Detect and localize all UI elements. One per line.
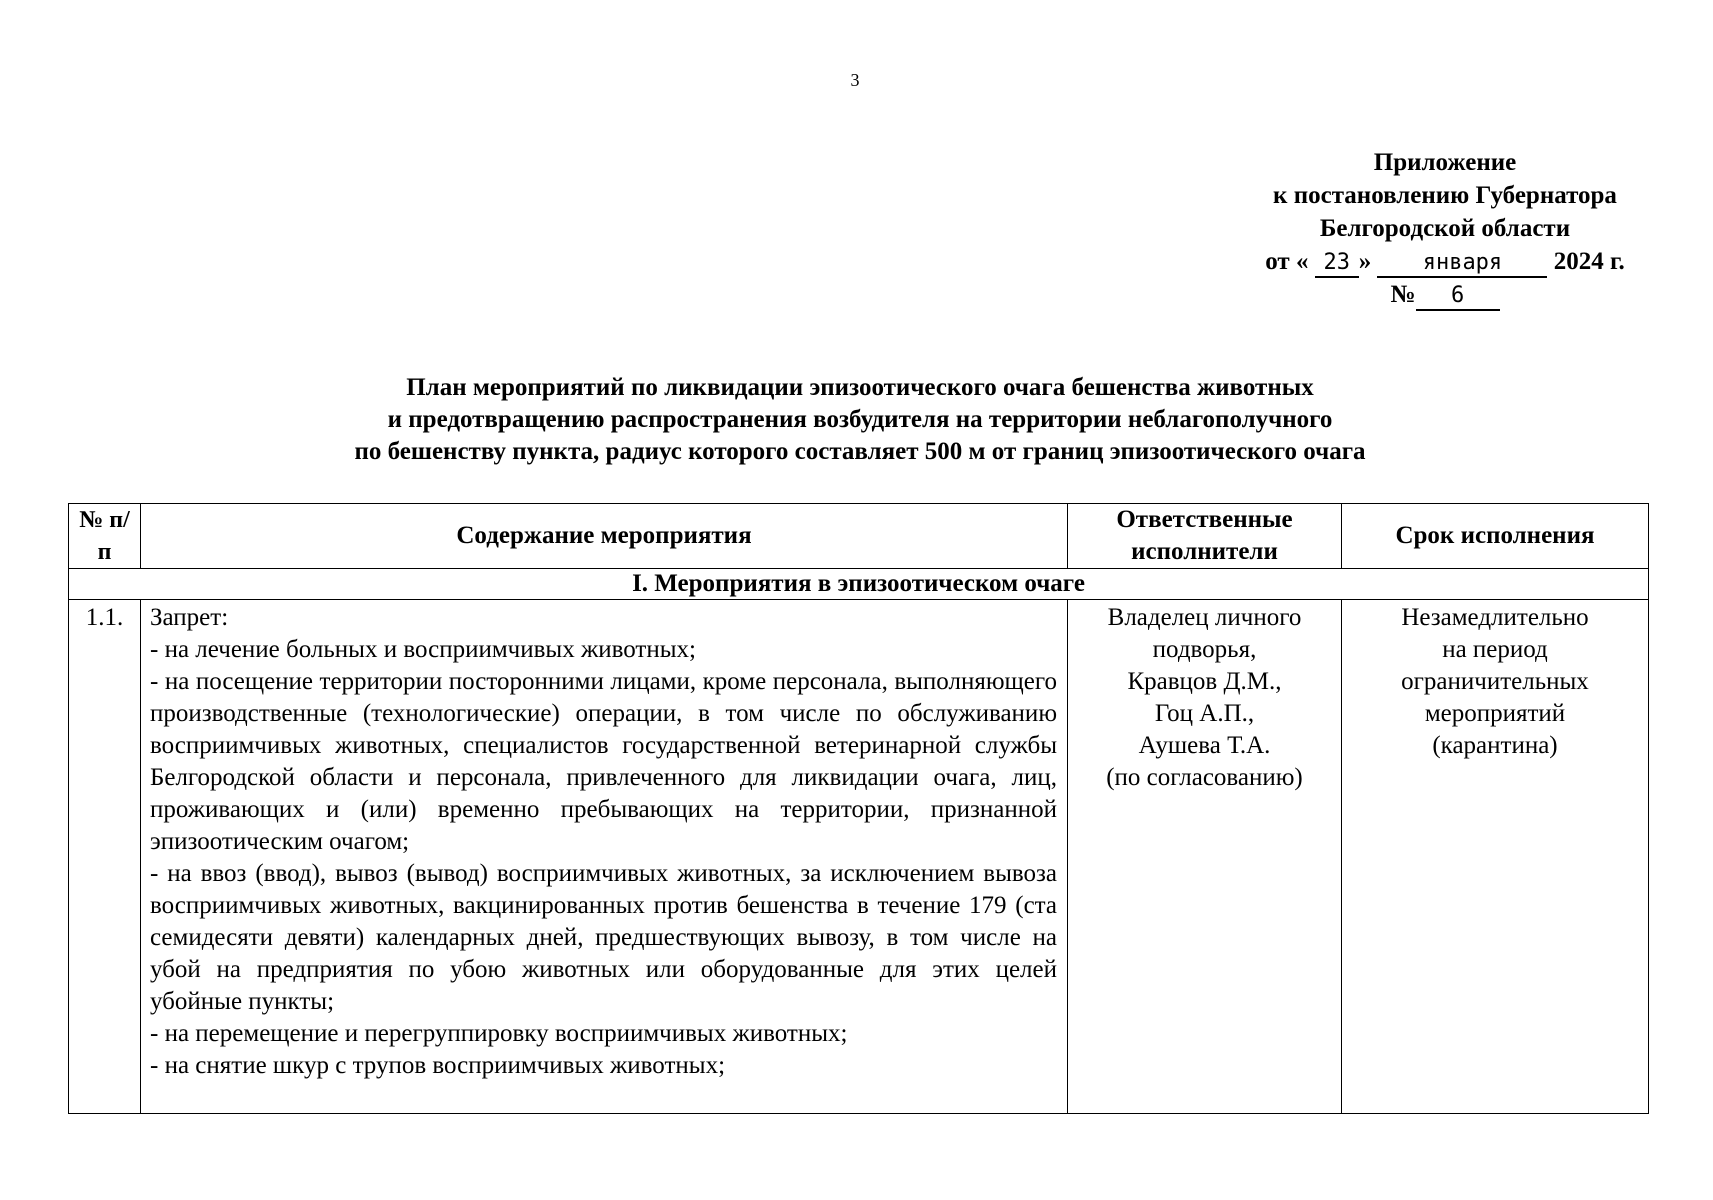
appendix-date bbox=[1195, 245, 1695, 278]
responsible-line: Кравцов Д.М., bbox=[1127, 668, 1282, 695]
row-responsible bbox=[1068, 600, 1342, 1114]
appendix-region: Белгородской области bbox=[1319, 215, 1571, 242]
section-title: I. Мероприятия в эпизоотическом очаге bbox=[69, 569, 1649, 600]
row-number: 1.1. bbox=[69, 600, 141, 1114]
content-item: - на ввоз (ввод), вывоз (вывод) восприимчивых животных, за исключением вывоза восприимчивых животных, вакцинированных против бешенства в течение 179 (ста семидесяти девяти) календарных дней, предшествующих вывозу, в том числе на убой на предприятия по убою животных или оборудованные для этих целей убойные пункты; bbox=[150, 860, 1057, 1015]
row-deadline bbox=[1342, 600, 1649, 1114]
deadline-line: ограничительных bbox=[1401, 668, 1589, 695]
table-header-row bbox=[69, 504, 1649, 569]
content-item: - на лечение больных и восприимчивых животных; bbox=[150, 636, 696, 663]
table-row bbox=[69, 600, 1649, 1114]
responsible-line: Владелец личного bbox=[1107, 604, 1302, 631]
content-item: - на перемещение и перегруппировку восприимчивых животных; bbox=[150, 1020, 848, 1047]
appendix-number bbox=[1195, 278, 1695, 311]
date-year: 2024 г. bbox=[1553, 248, 1625, 275]
section-row bbox=[69, 569, 1649, 600]
content-item: Запрет: bbox=[150, 604, 229, 631]
number-value: 6 bbox=[1416, 283, 1500, 311]
page-number: 3 bbox=[850, 70, 860, 90]
document-title bbox=[200, 372, 1520, 468]
responsible-line: Аушева Т.А. bbox=[1138, 732, 1271, 759]
content-item: - на снятие шкур с трупов восприимчивых животных; bbox=[150, 1052, 726, 1079]
number-label: № bbox=[1390, 281, 1416, 308]
header-responsible: Ответственные исполнители bbox=[1068, 504, 1342, 569]
date-month: января bbox=[1377, 250, 1547, 278]
title-line-3: по бешенству пункта, радиус которого составляет 500 м от границ эпизоотического очага bbox=[354, 438, 1366, 465]
date-mid: » bbox=[1358, 248, 1372, 275]
header-deadline: Срок исполнения bbox=[1342, 504, 1649, 569]
deadline-line: мероприятий bbox=[1424, 700, 1566, 727]
content-item: - на посещение территории посторонними лицами, кроме персонала, выполняющего производственные (технологические) операции, в том числе по обслуживанию восприимчивых животных, специалистов государственной ветеринарной службы Белгородской области и персонала, привлеченного для ликвидации очага, лиц, проживающих и (или) временно пребывающих на территории, признанной эпизоотическим очагом; bbox=[150, 668, 1057, 855]
plan-table bbox=[68, 503, 1649, 1114]
header-num: № п/п bbox=[69, 504, 141, 569]
row-content bbox=[141, 600, 1068, 1114]
title-line-2: и предотвращению распространения возбудителя на территории неблагополучного bbox=[387, 406, 1333, 433]
responsible-line: подворья, bbox=[1152, 636, 1257, 663]
deadline-line: на период bbox=[1442, 636, 1548, 663]
date-prefix: от « bbox=[1265, 248, 1309, 275]
title-line-1: План мероприятий по ликвидации эпизоотического очага бешенства животных bbox=[406, 374, 1314, 401]
header-content: Содержание мероприятия bbox=[141, 504, 1068, 569]
deadline-line: (карантина) bbox=[1432, 732, 1558, 759]
appendix-title: Приложение bbox=[1373, 149, 1517, 176]
appendix-header bbox=[1195, 146, 1695, 311]
responsible-line: (по согласованию) bbox=[1106, 764, 1303, 791]
appendix-ref: к постановлению Губернатора bbox=[1273, 182, 1617, 209]
responsible-line: Гоц А.П., bbox=[1154, 700, 1255, 727]
date-day: 23 bbox=[1315, 250, 1359, 278]
deadline-line: Незамедлительно bbox=[1401, 604, 1589, 631]
